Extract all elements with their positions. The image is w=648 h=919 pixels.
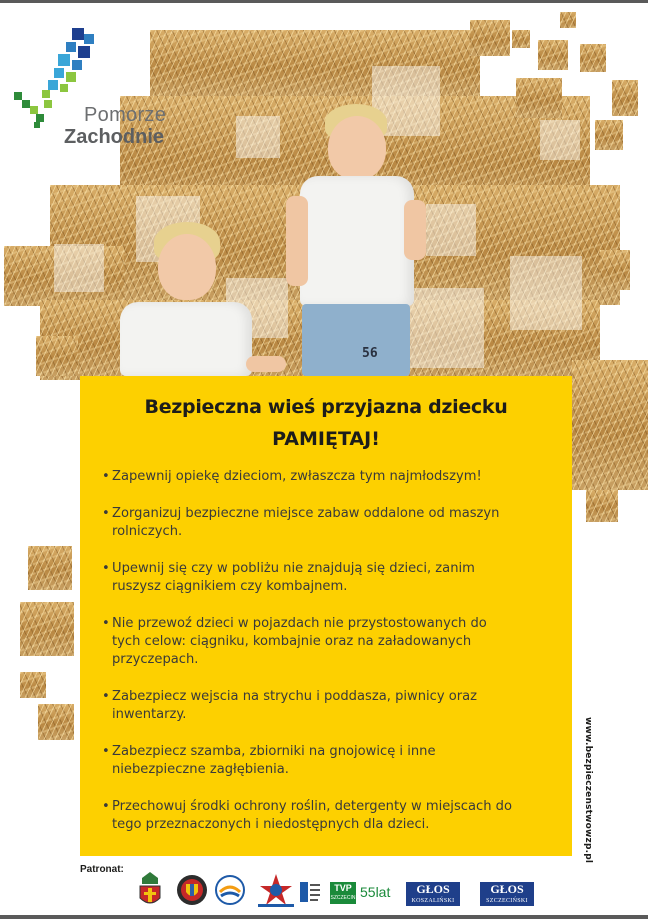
bottom-border: [0, 915, 648, 919]
tvp-szczecin-logo: [330, 882, 356, 904]
light-overlay-square: [510, 256, 582, 330]
logo-pixel: [60, 84, 68, 92]
jeans-number: 56: [362, 346, 378, 361]
logo-pixel: [84, 34, 94, 44]
logo-pixel: [48, 80, 58, 90]
light-overlay-square: [54, 244, 104, 292]
patronat-label: Patronat:: [80, 864, 124, 875]
hay-square: [38, 704, 74, 740]
tip-item: • Zapewnij opiekę dzieciom, zwłaszcza tym najmłodszym!: [102, 468, 552, 486]
glos2-sub: SZCZECIŃSKI: [486, 898, 528, 904]
logo-pixel: [66, 42, 76, 52]
tvp-55-years: 55lat: [360, 884, 391, 900]
tip-item: • Przechowuj środki ochrony roślin, detergenty w miejscach do tego przeznaczonych i niedostępnych dla dzieci.: [102, 798, 552, 834]
hay-block: [516, 78, 562, 118]
tip-item: • Zorganizuj bezpieczne miejsce zabaw oddalone od maszyn rolniczych.: [102, 505, 552, 541]
safety-tips-card: [80, 376, 572, 856]
card-title: Bezpieczna wieś przyjazna dziecku: [144, 396, 508, 418]
logo-pixel: [14, 92, 22, 100]
hay-block: [512, 30, 530, 48]
hay-square: [20, 672, 46, 698]
glos-szczecinski-logo: [480, 882, 534, 906]
glos2-label: GŁOS: [490, 882, 524, 896]
logo-pixel: [22, 100, 30, 108]
logo-pixel: [78, 46, 90, 58]
boy-sitting: [110, 222, 260, 376]
agency-circle-logo: [214, 870, 246, 910]
tvp-label: TVP: [334, 883, 352, 893]
tip-item: • Nie przewoź dzieci w pojazdach nie przystostowanych do tych celow: ciągniku, kombajnie oraz na załadowanych przyczepach.: [102, 615, 552, 669]
logo-pixel: [66, 72, 76, 82]
institution-logo: [298, 870, 322, 910]
hay-block: [600, 250, 630, 290]
logo-text-pomorze: Pomorze: [84, 104, 167, 126]
hay-block: [595, 120, 623, 150]
card-subtitle: PAMIĘTAJ!: [272, 428, 380, 450]
tip-item: • Upewnij się czy w pobliżu nie znajdują się dzieci, zanim ruszysz ciągnikiem czy kombajnem.: [102, 560, 552, 596]
glos-koszalinski-logo: [406, 882, 460, 906]
light-overlay-square: [540, 120, 580, 160]
logo-pixel: [72, 28, 84, 40]
tvp-sub: SZCZECIN: [330, 895, 356, 901]
hay-block: [586, 490, 618, 522]
hay-block: [36, 336, 78, 376]
glos1-label: GŁOS: [416, 882, 450, 896]
light-overlay-square: [236, 116, 280, 158]
hay-square: [28, 546, 72, 590]
tip-item: • Zabezpiecz wejscia na strychu i poddasza, piwnicy oraz inwentarzy.: [102, 688, 552, 724]
ministry-star-logo: [256, 870, 296, 910]
regional-seal-logo: [176, 870, 208, 910]
logo-pixel: [58, 54, 70, 66]
tip-item: • Zabezpiecz szamba, zbiorniki na gnojowicę i inne niebezpieczne zagłębienia.: [102, 743, 552, 779]
logo-pixel: [36, 114, 44, 122]
tips-list: [102, 468, 552, 853]
light-overlay-square: [426, 204, 476, 256]
hay-block: [538, 40, 568, 70]
hay-block: [580, 44, 606, 72]
hay-block: [560, 12, 576, 28]
boy-standing: [280, 100, 430, 376]
pomorze-zachodnie-logo: [14, 28, 184, 148]
logo-pixel: [34, 122, 40, 128]
hay-block: [612, 80, 638, 116]
logo-pixel: [30, 106, 38, 114]
logo-pixel: [44, 100, 52, 108]
bishop-crest-logo: [136, 870, 164, 910]
glos1-sub: KOSZALIŃSKI: [411, 898, 455, 904]
website-url[interactable]: [578, 717, 593, 882]
logo-pixel: [54, 68, 64, 78]
hay-square: [20, 602, 74, 656]
logo-pixel: [42, 90, 50, 98]
hay-block: [572, 360, 648, 490]
website-url-text[interactable]: www.bezpieczenstwowzp.pl: [583, 717, 593, 864]
hay-block: [470, 20, 510, 56]
logo-pixel: [72, 60, 82, 70]
logo-text-zachodnie: Zachodnie: [64, 126, 165, 148]
